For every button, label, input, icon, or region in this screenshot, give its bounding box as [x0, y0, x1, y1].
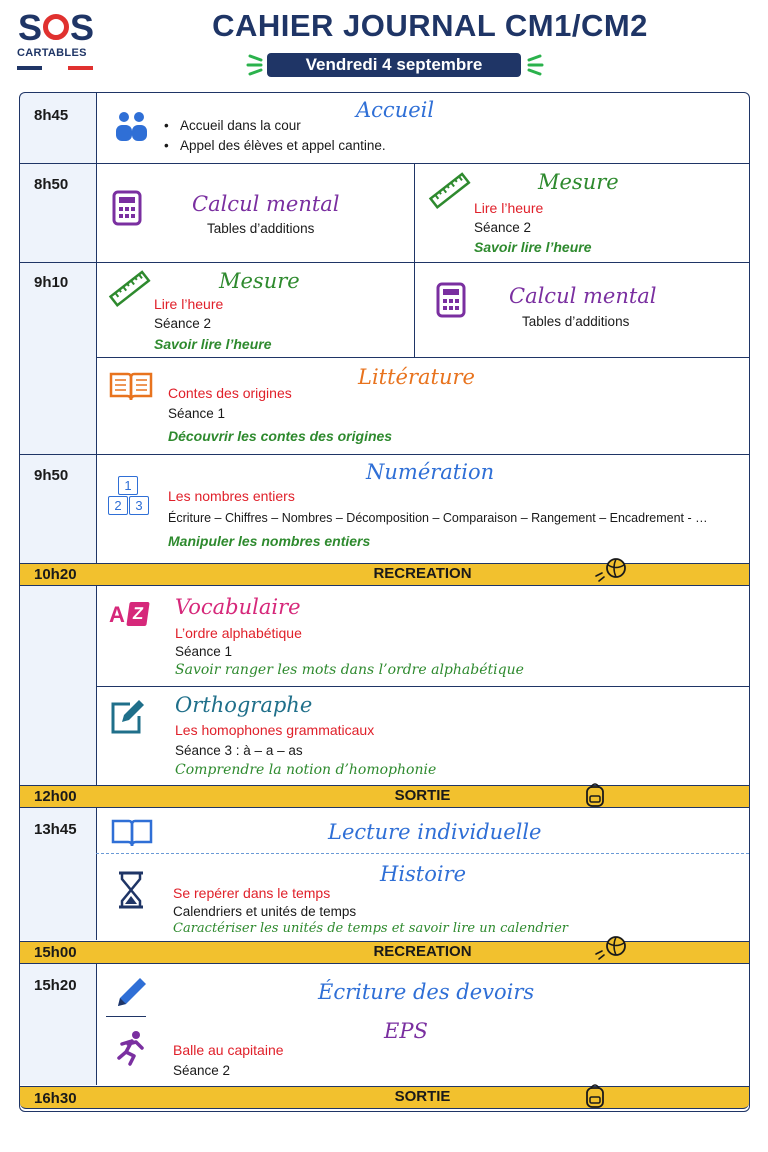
edit-icon — [108, 696, 146, 736]
short-divider — [106, 1016, 146, 1017]
list-item-text: Accueil dans la cour — [179, 118, 301, 133]
open-book-icon — [108, 370, 154, 402]
time-label: 15h20 — [34, 977, 77, 994]
subject-topic: L’ordre alphabétique — [175, 625, 302, 641]
band-label: RECREATION — [373, 565, 472, 582]
row-divider — [96, 357, 749, 358]
subject-title: Écriture des devoirs — [318, 980, 535, 1004]
subject-detail: Tables d’additions — [522, 314, 630, 329]
people-icon — [114, 110, 150, 144]
az-letter: A — [109, 602, 125, 627]
subject-session: Séance 2 — [474, 220, 532, 235]
subject-topic: Les nombres entiers — [168, 488, 295, 504]
column-divider — [96, 964, 97, 1085]
subject-session: Séance 1 — [168, 406, 226, 421]
logo-subtitle: CARTABLES — [17, 47, 87, 59]
subject-objective: Savoir ranger les mots dans l’ordre alphabétique — [175, 662, 524, 678]
band-label: SORTIE — [394, 1088, 451, 1105]
subject-title: Numération — [366, 460, 495, 484]
subject-title: Vocabulaire — [175, 595, 301, 619]
column-divider — [96, 808, 97, 940]
row-divider — [20, 163, 749, 164]
subject-title: Mesure — [538, 170, 619, 194]
lifebuoy-icon — [43, 14, 69, 40]
subject-title: Orthographe — [175, 693, 313, 717]
row-divider — [96, 686, 749, 687]
ball-icon — [594, 934, 628, 962]
cell-divider — [414, 163, 415, 357]
subject-topic: Balle au capitaine — [173, 1042, 284, 1058]
list-item-text: Appel des élèves et appel cantine. — [179, 138, 386, 153]
flag-stripe — [17, 66, 93, 70]
subject-topic: Contes des origines — [168, 385, 292, 401]
subject-title: Calcul mental — [192, 192, 340, 216]
subject-objective: Comprendre la notion d’homophonie — [175, 762, 437, 778]
time-label: 9h50 — [34, 467, 69, 484]
open-book-icon — [110, 818, 154, 848]
backpack-icon — [584, 781, 606, 809]
subject-detail: Tables d’additions — [207, 221, 315, 236]
subject-topic: Lire l’heure — [474, 200, 544, 216]
dashed-divider — [96, 853, 749, 854]
subject-objective: Manipuler les nombres entiers — [168, 533, 371, 549]
calculator-icon — [112, 190, 142, 226]
time-label: 8h50 — [34, 176, 69, 193]
subject-title: Histoire — [380, 862, 467, 886]
time-label: 15h00 — [34, 944, 77, 961]
running-icon — [114, 1030, 148, 1066]
time-label: 12h00 — [34, 788, 77, 805]
list-item: • Accueil dans la cour — [164, 118, 301, 133]
band-label: RECREATION — [373, 943, 472, 960]
page-title: CAHIER JOURNAL CM1/CM2 — [212, 8, 648, 43]
date-badge: Vendredi 4 septembre — [267, 53, 521, 77]
number-block: 3 — [129, 496, 149, 515]
number-block: 2 — [108, 496, 128, 515]
subject-title: Calcul mental — [509, 284, 657, 308]
number-block: 1 — [118, 476, 138, 495]
subject-session: Séance 2 — [173, 1063, 231, 1078]
ball-icon — [594, 556, 628, 584]
ruler-icon — [428, 170, 472, 212]
subject-topic: Lire l’heure — [154, 296, 224, 312]
sparkle-right-icon — [524, 50, 544, 80]
row-divider — [20, 454, 749, 455]
subject-objective: Savoir lire l’heure — [154, 336, 272, 352]
row-divider — [20, 262, 749, 263]
subject-title: Accueil — [356, 98, 435, 122]
backpack-icon — [584, 1082, 606, 1110]
calculator-icon — [436, 282, 466, 318]
subject-title: Mesure — [219, 269, 300, 293]
az-book-icon — [108, 600, 152, 632]
subject-detail: Calendriers et unités de temps — [173, 904, 357, 919]
time-label: 9h10 — [34, 274, 69, 291]
subject-session: Séance 1 — [175, 644, 233, 659]
subject-title: EPS — [384, 1019, 428, 1043]
logo — [18, 7, 95, 48]
logo-letter-s: S — [70, 7, 95, 48]
subject-detail: Écriture – Chiffres – Nombres – Décomposition – Comparaison – Rangement – Encadrement - … — [168, 511, 708, 525]
az-letter: Z — [126, 602, 149, 626]
time-label: 16h30 — [34, 1090, 77, 1107]
subject-objective: Découvrir les contes des origines — [168, 428, 393, 444]
subject-title: Lecture individuelle — [328, 820, 542, 844]
band-label: SORTIE — [394, 787, 451, 804]
subject-objective: Caractériser les unités de temps et savoir lire un calendrier — [173, 921, 568, 936]
subject-session: Séance 2 — [154, 316, 212, 331]
time-label: 13h45 — [34, 821, 77, 838]
subject-objective: Savoir lire l’heure — [474, 239, 592, 255]
sparkle-left-icon — [246, 50, 266, 80]
subject-topic: Les homophones grammaticaux — [175, 722, 375, 738]
ruler-icon — [108, 268, 152, 310]
subject-topic: Se repérer dans le temps — [173, 885, 331, 901]
list-item: • Appel des élèves et appel cantine. — [164, 138, 386, 153]
pencil-icon — [114, 974, 150, 1010]
number-blocks-icon — [106, 474, 152, 516]
subject-session: Séance 3 : à – a – as — [175, 743, 303, 758]
time-label: 10h20 — [34, 566, 77, 583]
subject-title: Littérature — [358, 365, 475, 389]
hourglass-icon — [116, 870, 146, 910]
logo-letter-s: S — [18, 7, 43, 48]
time-label: 8h45 — [34, 107, 69, 124]
